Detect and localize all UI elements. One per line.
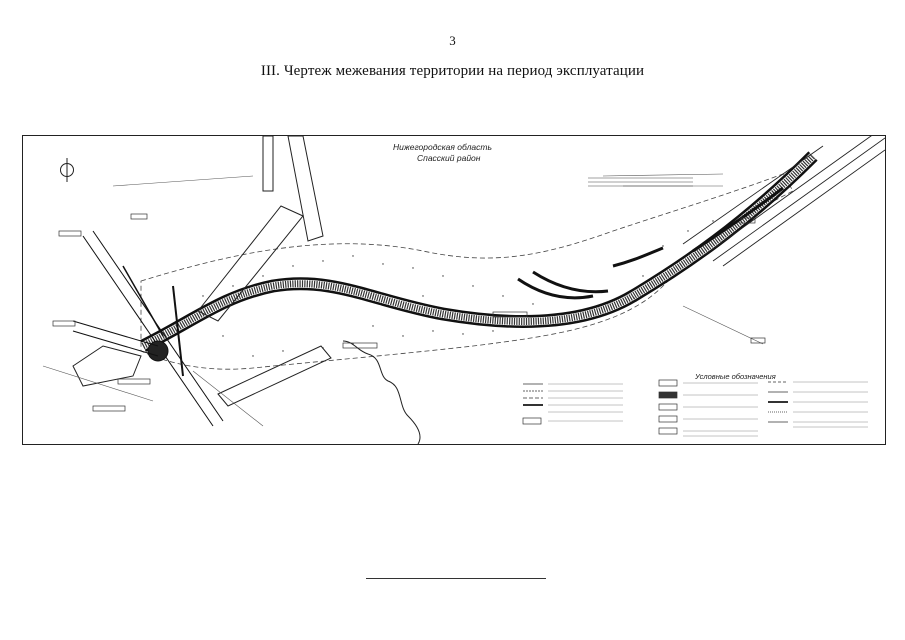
zone-boundary bbox=[141, 174, 793, 369]
region-label: Нижегородская область bbox=[393, 142, 492, 152]
page-number: 3 bbox=[449, 33, 456, 48]
winding-parcel bbox=[343, 341, 420, 444]
survey-drawing bbox=[22, 135, 886, 445]
page-title: III. Чертеж межевания территории на период эксплуатации bbox=[260, 63, 645, 79]
district-label: Спасский район bbox=[417, 153, 481, 163]
left-plot bbox=[73, 346, 141, 386]
drawing-graphics bbox=[23, 136, 885, 444]
left-junction bbox=[73, 231, 223, 426]
legend-text-lines bbox=[548, 382, 868, 436]
footer-rule bbox=[366, 578, 546, 579]
legend-title: Условные обозначения bbox=[695, 372, 776, 381]
note-lines bbox=[588, 178, 693, 186]
outlined-blocks bbox=[198, 136, 331, 406]
north-arrow-icon bbox=[61, 158, 74, 182]
